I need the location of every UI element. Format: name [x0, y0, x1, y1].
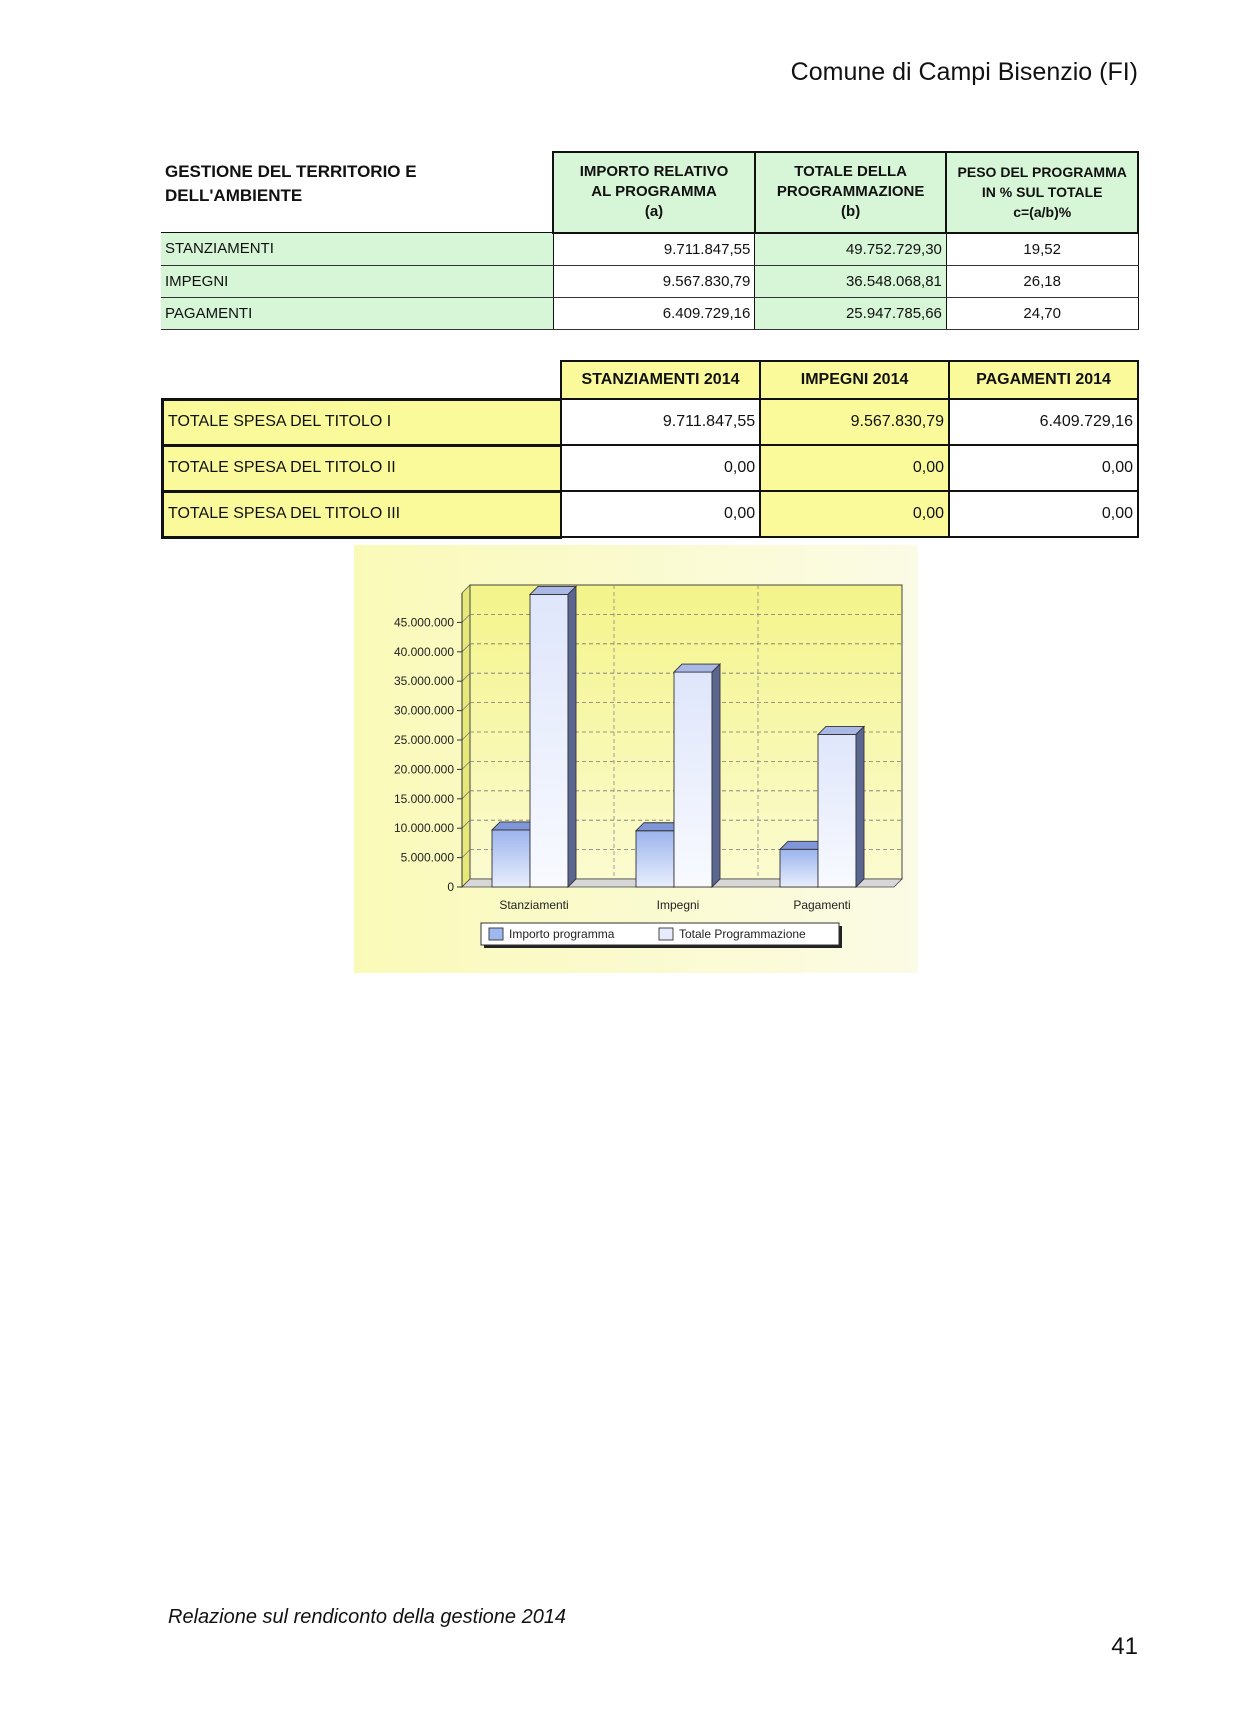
table-row — [163, 445, 1139, 491]
column-header-peso: PESO DEL PROGRAMMA IN % SUL TOTALE c=(a/b)% — [946, 152, 1138, 233]
cell-impegni: 0,00 — [760, 491, 949, 537]
y-tick-label: 45.000.000 — [393, 615, 454, 630]
legend-swatch — [659, 928, 673, 940]
cell-pagamenti: 0,00 — [949, 445, 1138, 491]
table-row — [163, 399, 1139, 445]
program-summary-table — [161, 151, 1139, 330]
cell-totale: 36.548.068,81 — [755, 265, 947, 297]
cell-impegni: 0,00 — [760, 445, 949, 491]
cell-pagamenti: 0,00 — [949, 491, 1138, 537]
cell-stanziamenti: 0,00 — [561, 491, 760, 537]
table-corner — [163, 361, 561, 399]
cell-importo: 9.567.830,79 — [553, 265, 755, 297]
y-tick-label: 35.000.000 — [393, 674, 454, 689]
table-title: GESTIONE DEL TERRITORIO E DELL'AMBIENTE — [161, 152, 553, 233]
table-header-row — [163, 361, 1139, 399]
bar-totale-programmazione — [674, 672, 712, 887]
column-header-pagamenti: PAGAMENTI 2014 — [949, 361, 1138, 399]
bar-importo-programma — [492, 830, 530, 887]
cell-peso: 24,70 — [946, 297, 1138, 329]
cell-peso: 19,52 — [946, 233, 1138, 266]
y-tick-label: 0 — [447, 880, 454, 894]
bar-side — [856, 726, 864, 887]
cell-stanziamenti: 0,00 — [561, 445, 760, 491]
row-label: IMPEGNI — [161, 265, 553, 297]
cell-importo: 6.409.729,16 — [553, 297, 755, 329]
cell-impegni: 9.567.830,79 — [760, 399, 949, 445]
document-header-org: Comune di Campi Bisenzio (FI) — [790, 58, 1138, 86]
table-row — [163, 491, 1139, 537]
y-tick-label: 40.000.000 — [393, 644, 454, 659]
legend-label: Importo programma — [509, 927, 615, 941]
cell-totale: 49.752.729,30 — [755, 233, 947, 266]
x-tick-label: Stanziamenti — [499, 898, 569, 912]
y-tick-label: 30.000.000 — [393, 703, 454, 718]
row-label: PAGAMENTI — [161, 297, 553, 329]
bar-chart — [354, 545, 918, 973]
column-header-totale: TOTALE DELLA PROGRAMMAZIONE (b) — [755, 152, 947, 233]
table-row — [161, 265, 1138, 297]
bar-importo-programma — [780, 849, 818, 887]
footer-note: Relazione sul rendiconto della gestione 2014 — [168, 1606, 567, 1628]
cell-peso: 26,18 — [946, 265, 1138, 297]
bar-importo-programma — [636, 831, 674, 887]
bar-side — [712, 664, 720, 887]
cell-stanziamenti: 9.711.847,55 — [561, 399, 760, 445]
y-tick-label: 20.000.000 — [393, 762, 454, 777]
column-header-importo: IMPORTO RELATIVO AL PROGRAMMA (a) — [553, 152, 755, 233]
table-row — [161, 297, 1138, 329]
row-label: STANZIAMENTI — [161, 233, 553, 266]
row-label: TOTALE SPESA DEL TITOLO II — [163, 445, 561, 491]
y-tick-label: 25.000.000 — [393, 733, 454, 747]
x-tick-label: Pagamenti — [793, 898, 851, 912]
legend-swatch — [489, 928, 503, 940]
legend-label: Totale Programmazione — [679, 927, 806, 941]
column-header-impegni: IMPEGNI 2014 — [760, 361, 949, 399]
spending-totals-table — [161, 360, 1139, 539]
cell-importo: 9.711.847,55 — [553, 233, 755, 266]
bar-totale-programmazione — [818, 734, 856, 887]
bar-totale-programmazione — [530, 594, 568, 887]
y-tick-label: 10.000.000 — [393, 821, 454, 836]
y-tick-label: 15.000.000 — [393, 791, 454, 806]
row-label: TOTALE SPESA DEL TITOLO I — [163, 399, 561, 445]
cell-pagamenti: 6.409.729,16 — [949, 399, 1138, 445]
cell-totale: 25.947.785,66 — [755, 297, 947, 329]
bar-side — [568, 586, 576, 887]
table-header-row — [161, 152, 1138, 233]
column-header-stanziamenti: STANZIAMENTI 2014 — [561, 361, 760, 399]
page-number: 41 — [1111, 1633, 1138, 1660]
table-row — [161, 233, 1138, 266]
x-tick-label: Impegni — [656, 898, 700, 912]
row-label: TOTALE SPESA DEL TITOLO III — [163, 491, 561, 537]
y-tick-label: 5.000.000 — [400, 850, 454, 865]
